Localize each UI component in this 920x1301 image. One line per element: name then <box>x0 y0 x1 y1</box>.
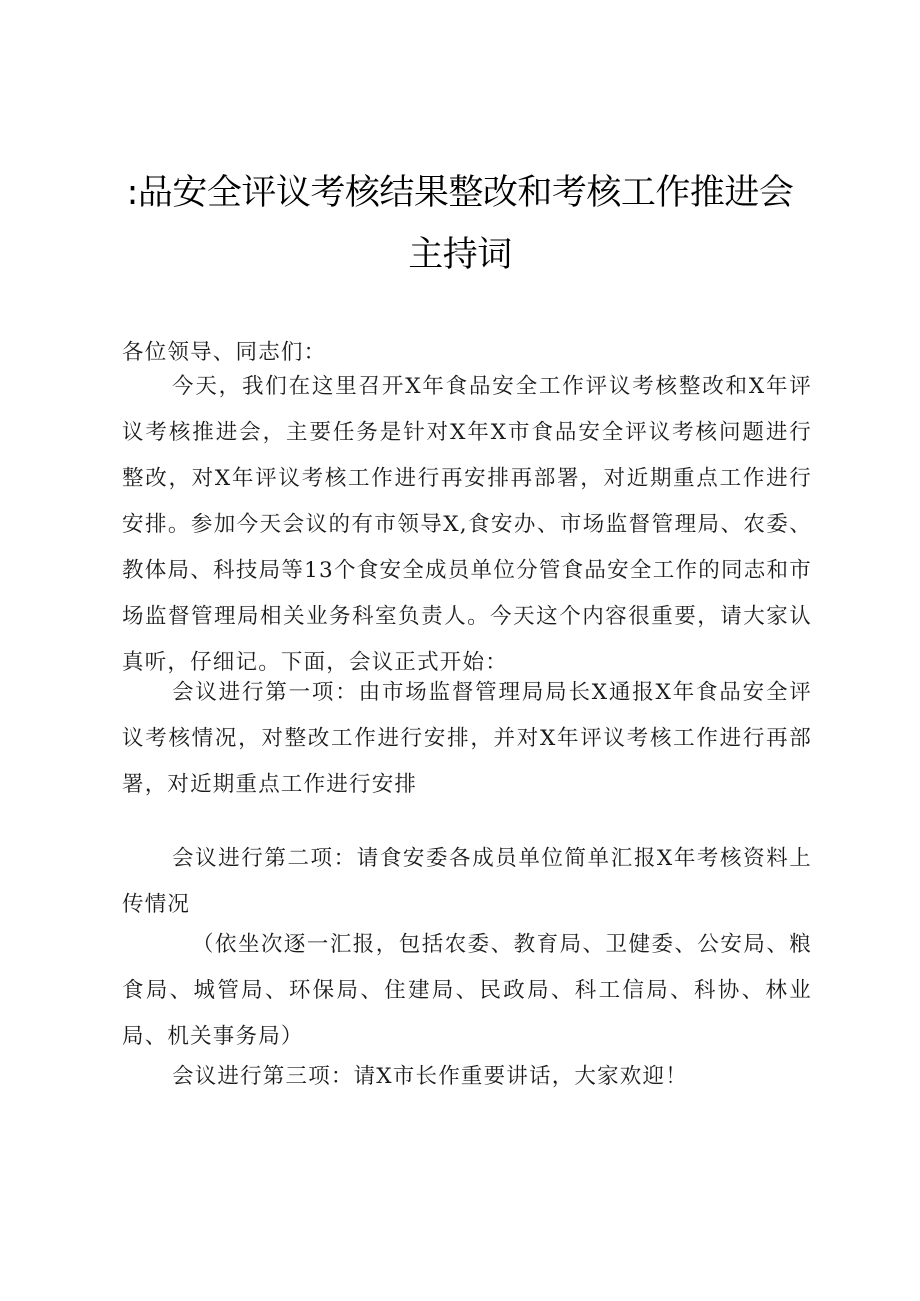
paragraph-opening <box>122 364 812 686</box>
paragraph-item-one <box>122 670 812 808</box>
paragraph-item-two <box>122 836 812 928</box>
paragraph-note <box>122 922 812 1060</box>
paragraph-text: 会议进行第二项：请食安委各成员单位简单汇报X年考核资料上传情况 <box>122 846 812 917</box>
paragraph-text: 会议进行第三项：请X市长作重要讲话，大家欢迎！ <box>172 1064 688 1089</box>
paragraph-text: 会议进行第一项：由市场监督管理局局长X通报X年食品安全评议考核情况，对整改工作进行安排，并对X年评议考核工作进行再部署，对近期重点工作进行安排 <box>122 680 812 797</box>
paragraph-text: （依坐次逐一汇报，包括农委、教育局、卫健委、公安局、粮食局、城管局、环保局、住建局、民政局、科工信局、科协、林业局、机关事务局） <box>122 932 812 1049</box>
document-subtitle: 主持词 <box>408 235 512 275</box>
greeting-text: 各位领导、同志们： <box>122 340 327 365</box>
paragraph-item-three <box>122 1054 812 1100</box>
paragraph-text: 今天，我们在这里召开X年食品安全工作评议考核整改和X年评议考核推进会，主要任务是针对X年X市食品安全评议考核问题进行整改，对X年评议考核工作进行再安排再部署，对近期重点工作进行安排。参加今天会议的有市领导X,食安办、市场监督管理局、农委、教体局、科技局等13个食安全成员单位分管食品安全工作的同志和市场监督管理局相关业务科室负责人。今天这个内容很重要，请大家认真听，仔细记。下面，会议正式开始： <box>122 374 812 675</box>
document-title: :品安全评议考核结果整改和考核工作推进会 <box>126 173 794 213</box>
